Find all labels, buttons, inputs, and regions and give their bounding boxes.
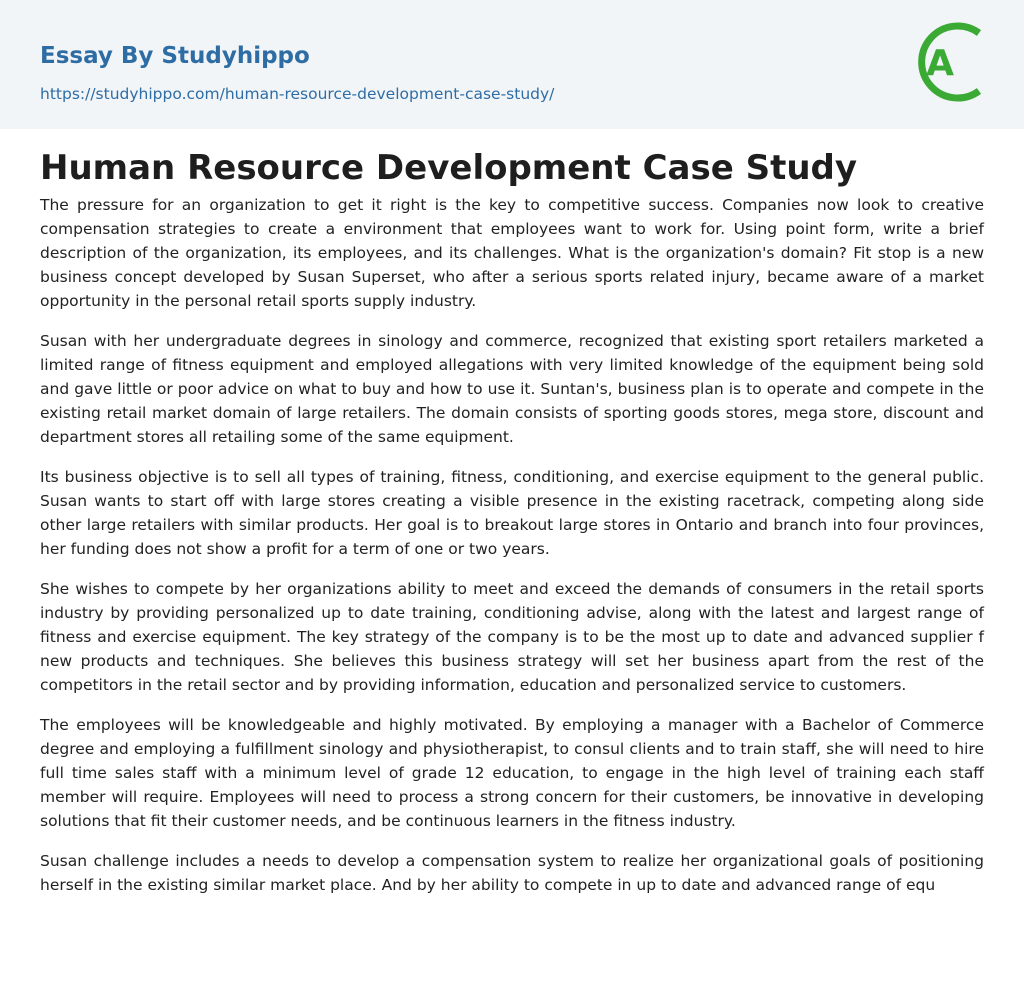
article-paragraph-5: The employees will be knowledgeable and highly motivated. By employing a manager with a Bachelor of Commerce degree and employing a fulfillment sinology and physiotherapist, to consul clients and to train staff, she will need to hire full time sales staff with a minimum level of grade 12 education, to engage in the high level of training each staff member will require. Employees will need to process a strong concern for their customers, be innovative in developing solutions that fit their customer needs, and be continuous learners in the fitness industry. [40,716,984,830]
article-url-link[interactable]: https://studyhippo.com/human-resource-development-case-study/ [40,85,555,103]
article [0,147,1024,897]
article-paragraph-6: Susan challenge includes a needs to develop a compensation system to realize her organizational goals of positioning herself in the existing similar market place. And by her ability to compete in up to date and advanced range of equ [40,852,984,894]
article-title: Human Resource Development Case Study [40,148,858,188]
site-brand[interactable]: Essay By Studyhippo [40,43,310,69]
logo-letter: A [926,43,954,84]
site-header [0,0,1024,129]
article-paragraph-1: The pressure for an organization to get it right is the key to competitive success. Companies now look to creative compensation strategies to create a environment that employees want to work for. Using point form, write a brief description of the organization, its employees, and its challenges. What is the organization's domain? Fit stop is a new business concept developed by Susan Superset, who after a serious sports related injury, became aware of a market opportunity in the personal retail sports supply industry. [40,196,984,310]
article-paragraph-4: She wishes to compete by her organizations ability to meet and exceed the demands of consumers in the retail sports industry by providing personalized up to date training, conditioning advise, along with the latest and largest range of fitness and exercise equipment. The key strategy of the company is to be the most up to date and advanced supplier f new products and techniques. She believes this business strategy will set her business apart from the rest of the competitors in the retail sector and by providing information, education and personalized service to customers. [40,580,984,694]
article-paragraph-3: Its business objective is to sell all types of training, fitness, conditioning, and exercise equipment to the general public. Susan wants to start off with large stores creating a visible presence in the existing racetrack, competing along side other large retailers with similar products. Her goal is to breakout large stores in Ontario and branch into four provinces, her funding does not show a profit for a term of one or two years. [40,468,984,558]
article-paragraph-2: Susan with her undergraduate degrees in sinology and commerce, recognized that existing sport retailers marketed a limited range of fitness equipment and employed allegations with very limited knowledge of the equipment being sold and gave little or poor advice on what to buy and how to use it. Suntan's, business plan is to operate and compete in the existing retail market domain of large retailers. The domain consists of sporting goods stores, mega store, discount and department stores all retailing some of the same equipment. [40,332,984,446]
studyhippo-logo-icon[interactable] [910,18,988,106]
